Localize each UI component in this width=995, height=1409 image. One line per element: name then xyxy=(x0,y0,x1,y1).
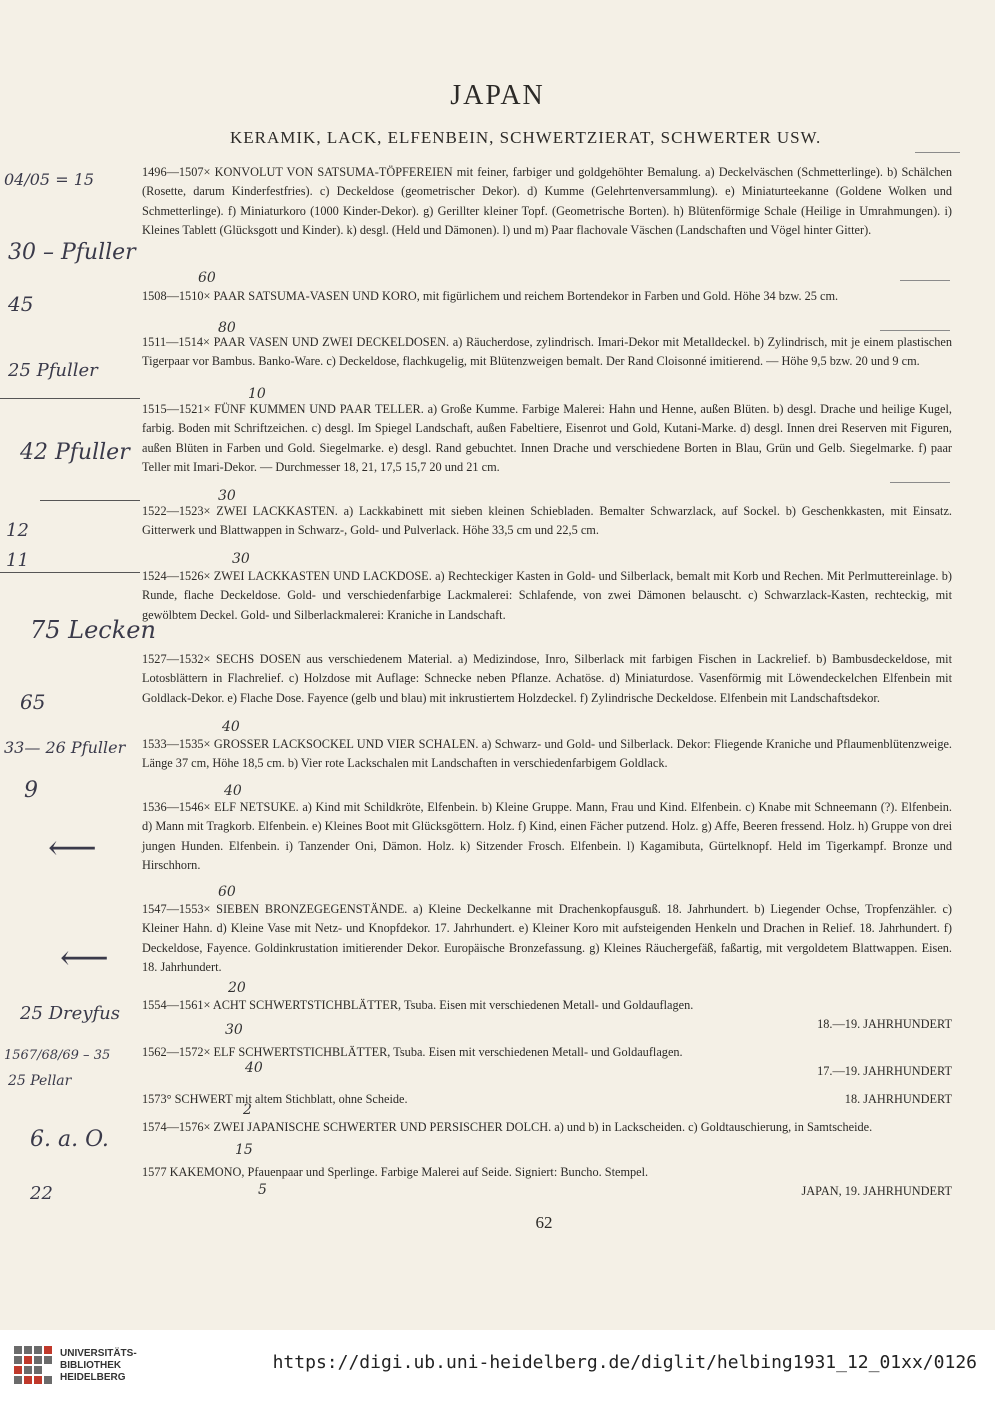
margin-note: 42 Pfuller xyxy=(20,440,130,465)
source-url-link[interactable]: https://digi.ub.uni-heidelberg.de/diglit/helbing1931_12_01xx/0126 xyxy=(272,1352,977,1373)
entry-text: ZWEI LACKKASTEN UND LACKDOSE. a) Rechteckiger Kasten in Gold- und Silberlack, bemalt mit Korb und Rechen. Mit Perlmuttereinlage. b) Runde, flache Deckeldose. Gold- und verschiedenfarbige Lackmalerei: Schlafende, von zwei Dämonen belauscht. c) Schwarzlack-Kasten, rechteckig, mit gewölbtem Deckel. Gold- und Silberlackmalerei: Kraniche in Landschaft. xyxy=(142,569,952,622)
margin-note: 25 Pfuller xyxy=(8,360,98,381)
arrow-left-icon: ⟵ xyxy=(60,938,109,978)
footer-bar xyxy=(0,1330,995,1409)
entry-1536 xyxy=(142,798,952,876)
entry-1533 xyxy=(142,735,952,774)
entry-number: 1547—1553× xyxy=(142,902,211,916)
entry-text: ELF SCHWERTSTICHBLÄTTER, Tsuba. Eisen mit verschiedenen Metall- und Goldauflagen. xyxy=(213,1045,683,1059)
price-note: 2 xyxy=(243,1102,252,1118)
entry-1554 xyxy=(142,996,952,1035)
entry-text: PAAR VASEN UND ZWEI DECKELDOSEN. a) Räucherdose, zylindrisch. Imari-Dekor mit Metalldeckel. b) Zylindrisch, mit je einem plastischen Tigerpaar vor Bambus. Banko-Ware. c) Deckeldose, flachkugelig, mit Blütenzweigen bemalt. Der Rand Cloisonné imitierend. — Höhe 9,5 bzw. 20 und 9 cm. xyxy=(142,335,952,369)
entry-date: 17.—19. JAHRHUNDERT xyxy=(817,1064,952,1079)
page-title: JAPAN xyxy=(450,80,545,111)
entry-text: ZWEI LACKKASTEN. a) Lackkabinett mit sieben kleinen Schiebladen. Bemalter Schwarzlack, auf Sockel. b) Geschenkkasten, mit Einsatz. Gitterwerk und Blattwappen in Schwarz-, Gold- und Pulverlack. Höhe 33,5 cm und 22,5 cm. xyxy=(142,504,952,538)
price-note: 30 xyxy=(218,488,236,504)
margin-note: 9 xyxy=(24,778,38,803)
price-note: 60 xyxy=(218,884,236,900)
entry-number: 1554—1561× xyxy=(142,998,211,1012)
entry-text: SECHS DOSEN aus verschiedenem Material. a) Medizindose, Inro, Silberlack mit farbigen Fischen in Lackrelief. b) Bambusdeckeldose, mit Lotosblättern in Flachrelief. c) Holzdose mit Auflage: Schnecke neben Pflanze. Achatöse. d) Miniaturdose. Vasenförmig mit Löwendeckelchen Elfenbein mit Goldlack-Dekor. e) Flache Dose. Fayence (gelb und blau) mit inkrustiertem Holzdeckel. f) Zylindrische Deckeldose. Elfenbein mit Landschaftsdekor. xyxy=(142,652,952,705)
entry-date: 18. JAHRHUNDERT xyxy=(844,1092,952,1106)
margin-note: 6. a. O. xyxy=(30,1127,109,1152)
margin-note: 30 – Pfuller xyxy=(8,240,136,265)
price-note: 15 xyxy=(235,1142,253,1158)
entry-number: 1511—1514× xyxy=(142,335,210,349)
entry-text: PAAR SATSUMA-VASEN UND KORO, mit figürlichem und reichem Bortendekor in Farben und Gold. Höhe 34 bzw. 25 cm. xyxy=(213,289,839,303)
entry-number: 1508—1510× xyxy=(142,289,211,303)
price-note: 30 xyxy=(225,1022,243,1038)
margin-note: 1567/68/69 – 35 xyxy=(4,1048,111,1063)
price-note: 30 xyxy=(232,551,250,567)
entry-number: 1573° xyxy=(142,1092,172,1106)
margin-line xyxy=(0,572,140,573)
entry-1508 xyxy=(142,287,952,306)
margin-line xyxy=(900,280,950,281)
margin-note: 04/05 = 15 xyxy=(4,170,95,189)
entry-number: 1533—1535× xyxy=(142,737,211,751)
margin-note: 75 Lecken xyxy=(30,616,156,644)
margin-note: 12 xyxy=(6,520,29,541)
margin-note: 65 xyxy=(20,690,46,714)
margin-note: 25 Pellar xyxy=(8,1073,72,1089)
entry-text: SIEBEN BRONZEGEGENSTÄNDE. a) Kleine Deckelkanne mit Drachenkopfausguß. 18. Jahrhundert. b) Liegender Ochse, Tropfenzähler. c) Kleiner Hahn. d) Kleine Vase mit Netz- und Knopfdekor. 17. Jahrhundert. e) Kleiner Koro mit aufsteigenden Henkeln und Drachen in Relief. 18. Jahrhundert. f) Deckeldose, Fayence. Goldinkrustation imitierender Dekor. Europäische Bronzefassung. g) Kleines Räuchergefäß, faßartig, mit vergoldetem Blattwappen. Eisen. 18. Jahrhundert. xyxy=(142,902,952,975)
entry-1511 xyxy=(142,333,952,372)
entry-number: 1522—1523× xyxy=(142,504,211,518)
entry-text: SCHWERT mit altem Stichblatt, ohne Scheide. xyxy=(174,1092,408,1106)
library-logo-icon xyxy=(10,1342,54,1386)
library-name: UNIVERSITÄTS- BIBLIOTHEK HEIDELBERG xyxy=(60,1348,137,1383)
margin-note: 33— 26 Pfuller xyxy=(4,738,126,757)
price-note: 60 xyxy=(198,270,216,286)
entry-1496 xyxy=(142,163,952,241)
entry-number: 1524—1526× xyxy=(142,569,211,583)
entry-number: 1496—1507× xyxy=(142,165,211,179)
entry-1522 xyxy=(142,502,952,541)
margin-note: 22 xyxy=(30,1183,53,1204)
entry-1573 xyxy=(142,1090,952,1109)
price-note: 10 xyxy=(248,386,266,402)
entry-number: 1562—1572× xyxy=(142,1045,211,1059)
entry-text: KONVOLUT VON SATSUMA-TÖPFEREIEN mit feiner, farbiger und goldgehöhter Bemalung. a) Deckelväschen (Schmetterlinge). b) Schälchen (Rosette, darum Kinderfestfries). c) Deckeldose (geometrischer Dekor). d) Kumme (Gelehrtenversammlung). e) Miniaturteekanne (Goldene Wolken und Schmetterlinge). f) Miniaturkoro (1000 Kinder-Dekor). g) Gerillter kleiner Topf. (Geometrische Borten). h) Blütenförmige Schale (Heilige in Umrahmungen). i) Kleines Tablett (Glücksgott und Kinder). k) desgl. (Held und Dämonen). l) und m) Paar flachovale Väschen (Landschaften und Vögel hinter Gitter). xyxy=(142,165,953,238)
entry-1574 xyxy=(142,1118,952,1137)
margin-note: 45 xyxy=(8,292,34,316)
entry-text: ACHT SCHWERTSTICHBLÄTTER, Tsuba. Eisen mit verschiedenen Metall- und Goldauflagen. xyxy=(212,998,694,1012)
margin-line xyxy=(0,398,140,399)
entry-text: ELF NETSUKE. a) Kind mit Schildkröte, Elfenbein. b) Kleine Gruppe. Mann, Frau und Kind. Elfenbein. c) Knabe mit Schneemann (?). Elfenbein. d) Mann mit Tragkorb. Elfenbein. e) Kleines Boot mit Glücksgöttern. Holz. f) Kind, einen Fächer putzend. Holz. g) Affe, Beeren fressend. Holz. h) Gruppe von drei jungen Hunden. Elfenbein. i) Tanzender Oni, Dämon. Holz. k) Sitzender Frosch. Elfenbein. l) Kagamibuta, Gürtelknopf. Held im Tigerkampf. Bronze und Hirschhorn. xyxy=(142,800,952,873)
entry-text: FÜNF KUMMEN UND PAAR TELLER. a) Große Kumme. Farbige Malerei: Hahn und Henne, außen Blüten. b) desgl. Drache und heilige Kugel, farbig. Boden mit Schriftzeichen. c) desgl. Im Spiegel Landschaft, außen Fabeltiere, Eisenrot und Gold, Kutani-Marke. d) desgl. Innen drei Reserven mit Figuren, außen Blüten in Farben und Gold. Siegelmarke. e) desgl. Rand gebuchtet. Innen Drache und verschiedene Borten in Blau, Grün und Gelb. Siegelmarke. f) paar Teller mit Imari-Dekor. — Durchmesser 18, 21, 17,5 15,7 20 und 21 cm. xyxy=(142,402,952,475)
entry-1547 xyxy=(142,900,952,978)
margin-line xyxy=(890,482,950,483)
entry-1562 xyxy=(142,1043,952,1082)
arrow-left-icon: ⟵ xyxy=(48,828,97,868)
entry-date: 18.—19. JAHRHUNDERT xyxy=(817,1017,952,1032)
entry-number: 1536—1546× xyxy=(142,800,211,814)
entry-text: GROSSER LACKSOCKEL UND VIER SCHALEN. a) Schwarz- und Gold- und Silberlack. Dekor: Fliegende Kraniche und Pflaumenblütenzweige. Länge 37 cm, Höhe 18,5 cm. b) Vier rote Lackschalen mit Landschaften in verschiedenfarbigem Goldlack. xyxy=(142,737,953,771)
entry-text: KAKEMONO, Pfauenpaar und Sperlinge. Farbige Malerei auf Seide. Signiert: Buncho. Stempel. xyxy=(169,1165,649,1179)
price-note: 40 xyxy=(222,719,240,735)
margin-line xyxy=(880,330,950,331)
price-note: 5 xyxy=(258,1182,267,1198)
entry-number: 1574—1576× xyxy=(142,1120,211,1134)
page-number: 62 xyxy=(535,1213,553,1232)
page-subtitle: KERAMIK, LACK, ELFENBEIN, SCHWERTZIERAT, SCHWERTER USW. xyxy=(230,128,822,147)
divider xyxy=(915,152,960,153)
entry-number: 1515—1521× xyxy=(142,402,211,416)
entry-number: 1527—1532× xyxy=(142,652,211,666)
price-note: 20 xyxy=(228,980,246,996)
price-note: 80 xyxy=(218,320,236,336)
entry-1527 xyxy=(142,650,952,708)
price-note: 40 xyxy=(245,1060,263,1076)
margin-note: 25 Dreyfus xyxy=(20,1003,120,1024)
price-note: 40 xyxy=(224,783,242,799)
entry-date: JAPAN, 19. JAHRHUNDERT xyxy=(801,1184,952,1199)
entry-number: 1577 xyxy=(142,1165,167,1179)
margin-note: 11 xyxy=(6,550,29,571)
entry-1524 xyxy=(142,567,952,625)
entry-text: ZWEI JAPANISCHE SCHWERTER UND PERSISCHER DOLCH. a) und b) in Lackscheiden. c) Goldtauschierung, in Samtscheide. xyxy=(213,1120,873,1134)
entry-1515 xyxy=(142,400,952,478)
margin-line xyxy=(40,500,140,501)
